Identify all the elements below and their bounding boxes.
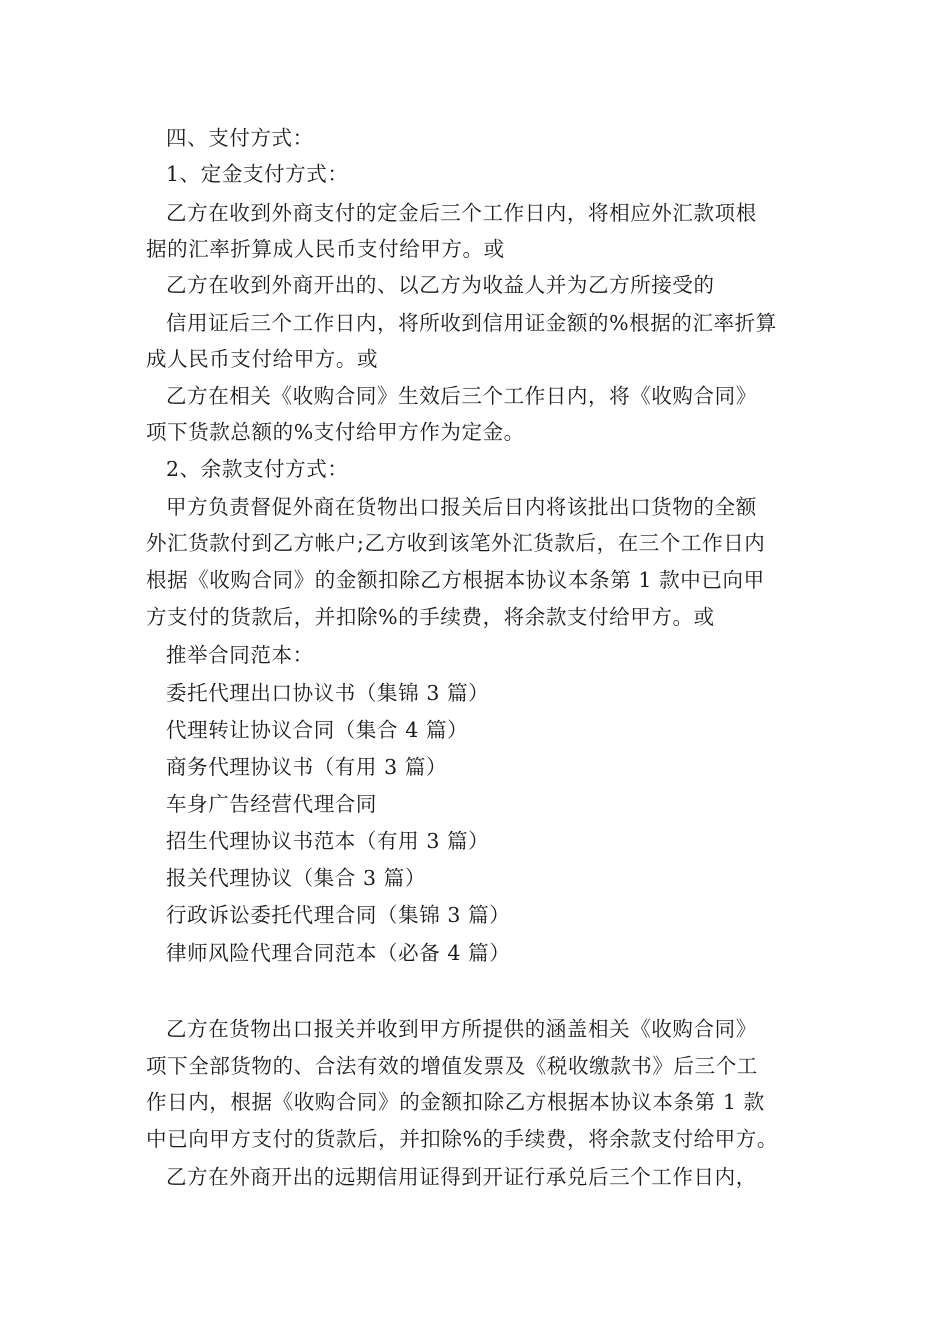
recommend-link[interactable]: 律师风险代理合同范本（必备 4 篇） <box>166 941 511 965</box>
paragraph-line: 乙方在外商开出的远期信用证得到开证行承兑后三个工作日内， <box>166 1165 757 1189</box>
paragraph-line: 成人民币支付给甲方。或 <box>146 347 379 371</box>
item2-title: 2、余款支付方式： <box>166 457 349 481</box>
paragraph-line: 据的汇率折算成人民币支付给甲方。或 <box>146 237 505 261</box>
recommend-link[interactable]: 报关代理协议（集合 3 篇） <box>166 866 426 890</box>
section-heading: 四、支付方式： <box>166 126 314 150</box>
recommend-title: 推举合同范本： <box>166 643 314 667</box>
paragraph-line: 乙方在货物出口报关并收到甲方所提供的涵盖相关《收购合同》 <box>166 1017 757 1041</box>
paragraph-line: 外汇货款付到乙方帐户;乙方收到该笔外汇货款后，在三个工作日内 <box>146 531 766 555</box>
paragraph-line: 中已向甲方支付的货款后，并扣除%的手续费，将余款支付给甲方。 <box>146 1127 778 1151</box>
paragraph-line: 甲方负责督促外商在货物出口报关后日内将该批出口货物的全额 <box>166 495 757 519</box>
paragraph-line: 根据《收购合同》的金额扣除乙方根据本协议本条第 1 款中已向甲 <box>146 568 765 592</box>
paragraph-line: 信用证后三个工作日内，将所收到信用证金额的%根据的汇率折算 <box>166 311 777 335</box>
paragraph-line: 方支付的货款后，并扣除%的手续费，将余款支付给甲方。或 <box>146 605 715 629</box>
recommend-link[interactable]: 商务代理协议书（有用 3 篇） <box>166 755 448 779</box>
paragraph-line: 作日内，根据《收购合同》的金额扣除乙方根据本协议本条第 1 款 <box>146 1090 765 1114</box>
recommend-link[interactable]: 代理转让协议合同（集合 4 篇） <box>166 718 469 742</box>
paragraph-line: 乙方在收到外商开出的、以乙方为收益人并为乙方所接受的 <box>166 273 715 297</box>
paragraph-line: 项下全部货物的、合法有效的增值发票及《税收缴款书》后三个工 <box>146 1054 758 1078</box>
recommend-link[interactable]: 招生代理协议书范本（有用 3 篇） <box>166 829 490 853</box>
paragraph-line: 项下货款总额的%支付给甲方作为定金。 <box>146 420 525 444</box>
paragraph-line: 乙方在相关《收购合同》生效后三个工作日内，将《收购合同》 <box>166 384 757 408</box>
recommend-link[interactable]: 车身广告经营代理合同 <box>166 792 377 816</box>
item1-title: 1、定金支付方式： <box>166 162 349 186</box>
paragraph-line: 乙方在收到外商支付的定金后三个工作日内，将相应外汇款项根 <box>166 201 757 225</box>
recommend-link[interactable]: 行政诉讼委托代理合同（集锦 3 篇） <box>166 903 511 927</box>
recommend-link[interactable]: 委托代理出口协议书（集锦 3 篇） <box>166 681 490 705</box>
